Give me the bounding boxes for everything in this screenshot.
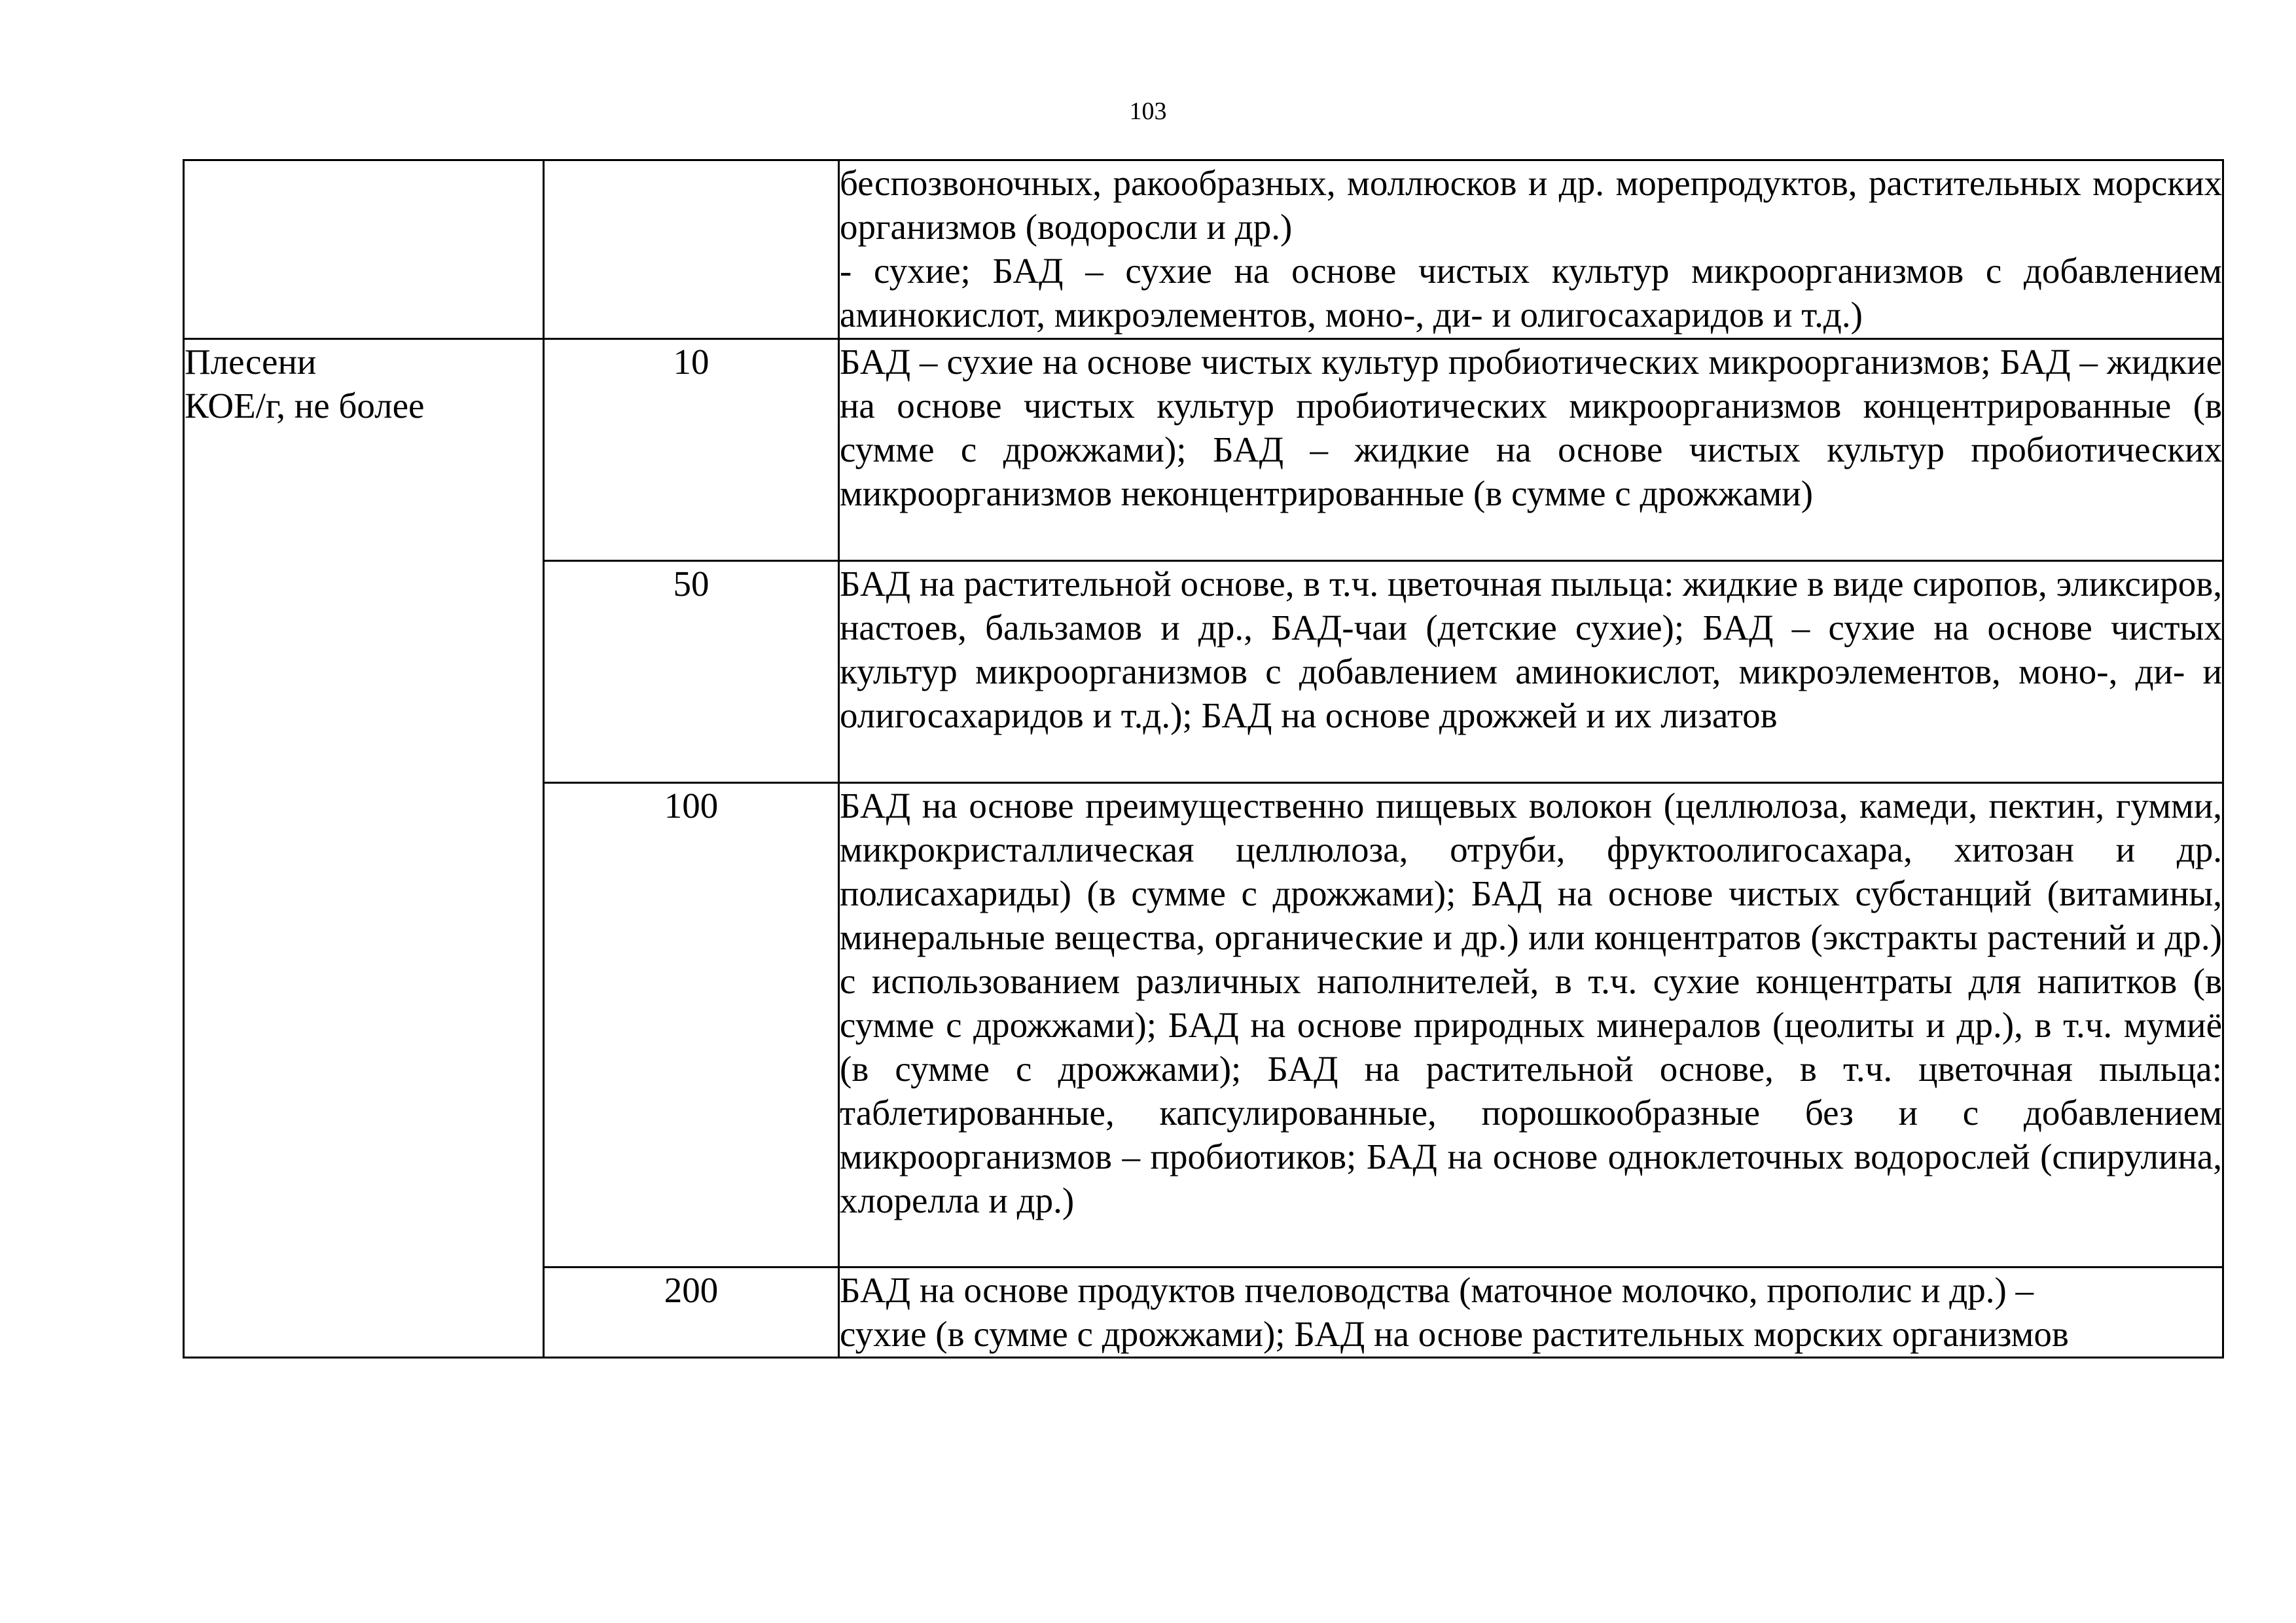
description-text: БАД на основе продуктов пчеловодства (маточное молочко, прополис и др.) – <box>840 1270 2034 1310</box>
norm-value: 100 <box>544 783 839 1267</box>
description-cell <box>839 160 2223 339</box>
description-cell <box>839 339 2223 561</box>
description-text: БАД на растительной основе, в т.ч. цветочная пыльца: жидкие в виде сиропов, эликсиров, настоев, бальзамов и др., БАД-чаи (детские сухие); БАД – сухие на основе чистых культур микроорганизмов с добавлением аминокислот, микроэлементов, моно-, ди- и олигосахаридов и т.д.); БАД на основе дрожжей и их лизатов <box>840 564 2222 735</box>
description-text: - сухие; БАД – сухие на основе чистых культур микроорганизмов с добавлением аминокислот, микроэлементов, моно-, ди- и олигосахаридов и т.д.) <box>840 251 2222 335</box>
norm-value: 10 <box>544 339 839 561</box>
page-number: 103 <box>1129 98 1167 125</box>
indicator-cell <box>184 339 544 1358</box>
description-cell <box>839 783 2223 1267</box>
table-row <box>184 339 2223 561</box>
norm-value: 50 <box>544 561 839 783</box>
description-text: БАД на основе преимущественно пищевых волокон (целлюлоза, камеди, пектин, гумми, микрокристаллическая целлюлоза, отруби, фруктоолигосахара, хитозан и др. полисахариды) (в сумме с дрожжами); БАД на основе чистых субстанций (витамины, минеральные вещества, органические и др.) или концентратов (экстракты растений и др.) с использованием различных наполнителей, в т.ч. сухие концентраты для напитков (в сумме с дрожжами); БАД на основе природных минералов (цеолиты и др.), в т.ч. мумиё (в сумме с дрожжами); БАД на растительной основе, в т.ч. цветочная пыльца: таблетированные, капсулированные, порошкообразные без и с добавлением микроорганизмов – пробиотиков; БАД на основе одноклеточных водорослей (спирулина, хлорелла и др.) <box>840 786 2222 1220</box>
description-text: сухие (в сумме с дрожжами); БАД на основе растительных морских организмов <box>840 1314 2069 1354</box>
norm-cell <box>544 160 839 339</box>
indicator-unit: КОЕ/г, не более <box>185 386 425 426</box>
indicator-cell <box>184 160 544 339</box>
requirements-table <box>183 159 2224 1359</box>
norm-value: 200 <box>544 1267 839 1358</box>
description-cell <box>839 1267 2223 1358</box>
table-row <box>184 160 2223 339</box>
description-text: беспозвоночных, ракообразных, моллюсков и др. морепродуктов, растительных морских организмов (водоросли и др.) <box>840 163 2222 247</box>
description-text: БАД – сухие на основе чистых культур пробиотических микроорганизмов; БАД – жидкие на основе чистых культур пробиотических микроорганизмов концентрированные (в сумме с дрожжами); БАД – жидкие на основе чистых культур пробиотических микроорганизмов неконцентрированные (в сумме с дрожжами) <box>840 342 2222 513</box>
indicator-name: Плесени <box>185 342 317 382</box>
description-cell <box>839 561 2223 783</box>
